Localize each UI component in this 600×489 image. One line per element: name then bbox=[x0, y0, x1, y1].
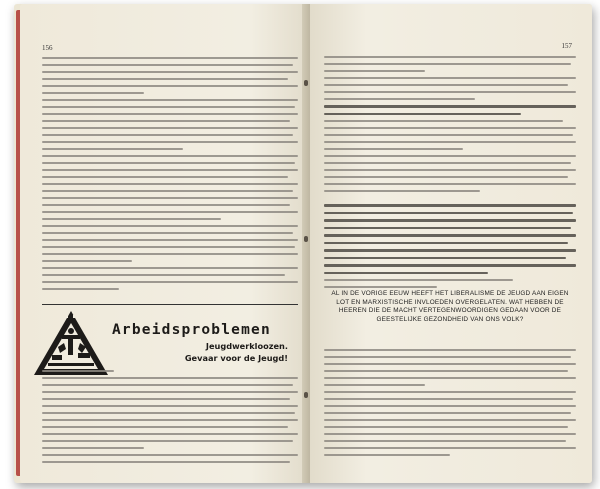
page-number: 157 bbox=[561, 42, 572, 50]
body-text bbox=[324, 56, 576, 293]
section-heading: Arbeidsproblemen bbox=[112, 322, 271, 338]
page-number: 156 bbox=[42, 44, 53, 52]
binding-hole bbox=[304, 80, 308, 86]
caps-heading-block: AL IN DE VORIGE EEUW HEEFT HET LIBERALISME DE JEUGD AAN EIGEN LOT EN MARXISTISCHE INVLOEDEN OVERGELATEN. WAT HEBBEN DE HEEREN DIE DE MACHT VERTEGENWOORDIGEN GEDAAN VOOR DE GEESTELIJKE GEZONDHEID VAN ONS VOLK? bbox=[331, 290, 569, 323]
book-spread bbox=[14, 4, 592, 483]
left-page bbox=[20, 4, 308, 483]
section-subheading: Jeugdwerkloozen. bbox=[205, 341, 288, 351]
section-divider bbox=[42, 304, 298, 305]
binding-hole bbox=[304, 236, 308, 242]
arbeid-emblem-icon bbox=[32, 309, 110, 377]
section-subheading: Gevaar voor de Jeugd! bbox=[184, 353, 288, 363]
binding-hole bbox=[304, 392, 308, 398]
right-page bbox=[310, 4, 592, 483]
body-text bbox=[324, 349, 576, 461]
body-text bbox=[42, 370, 298, 468]
body-text bbox=[42, 57, 298, 295]
